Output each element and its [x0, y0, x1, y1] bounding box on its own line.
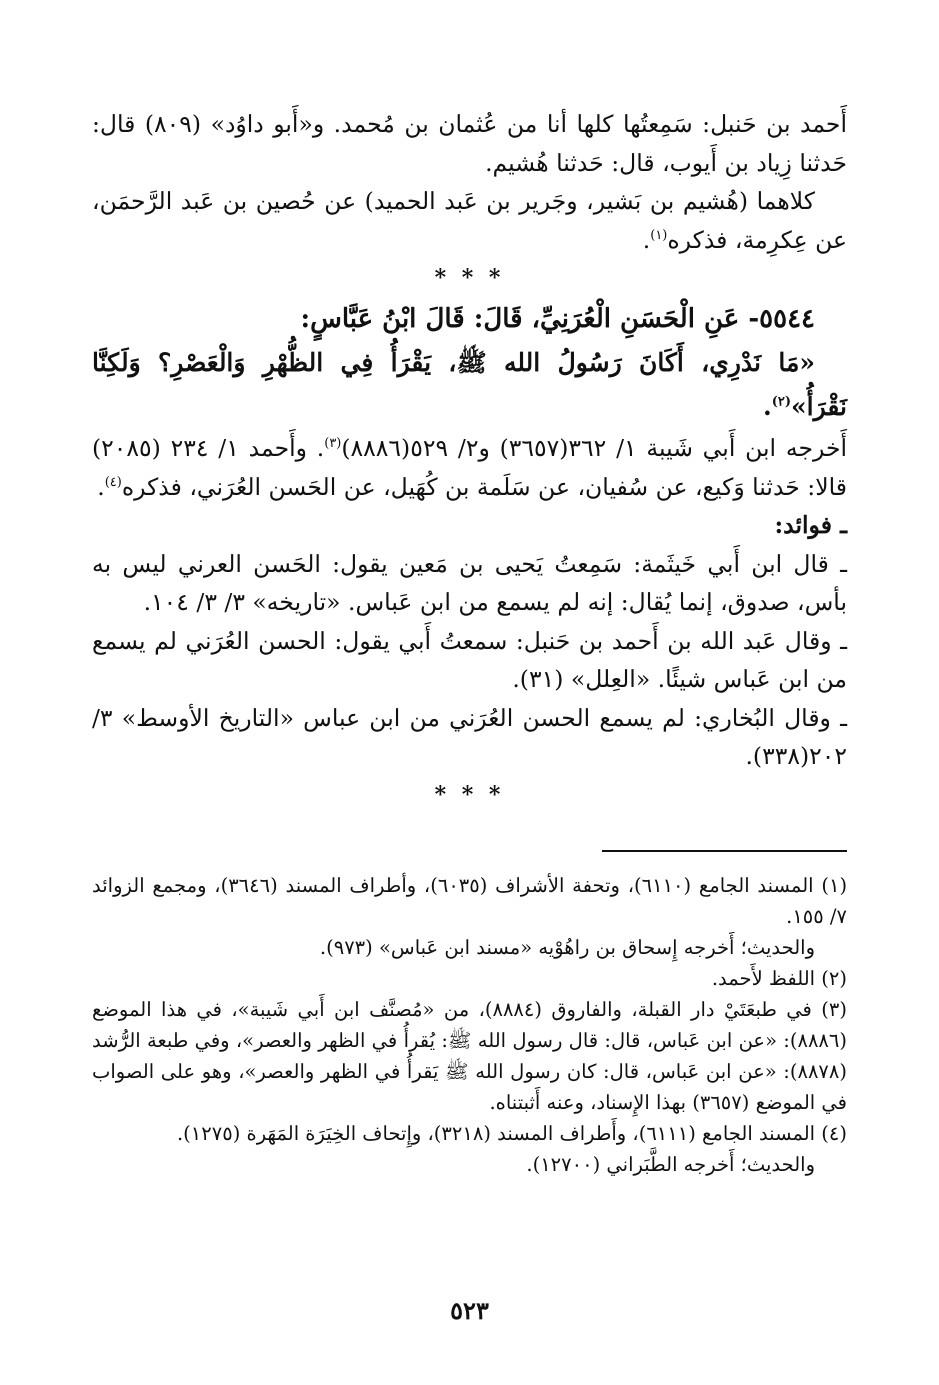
- page-content: [92, 105, 847, 1180]
- footnote-2: (٢) اللفظ لأَحمد.: [711, 966, 847, 990]
- hadith-matn: «مَا نَدْرِي، أَكَانَ رَسُولُ الله ﷺ، يَقْرَأُ فِي الظُّهْرِ وَالْعَصْرِ؟ وَلَكِنَّا نَقْرَأُ»: [92, 348, 847, 421]
- section-separator: * * *: [434, 781, 505, 808]
- period: .: [642, 225, 651, 254]
- footnote-ref-1[interactable]: (١): [650, 227, 668, 243]
- footnote-3: (٣) في طبعَتَيْ دار القبلة، والفاروق (٨٨٨٤)، من «مُصنَّف ابن أَبي شَيبة»، في هذا الموضع (٨٨٨٦): «عن ابن عَباس، قال: قال رسول الله ﷺ: يُقرأُ في الظهر والعصر»، وفي طبعة الرُّشد (٨٨٧٨): «عن ابن عَباس، قال: كان رسول الله ﷺ يَقرأُ في الظهر والعصر»، وهو على الصواب في الموضع (٣٦٥٧) بهذا الإِسناد، وعنه أَثبتناه.: [92, 997, 847, 1114]
- paragraph-text: كلاهما (هُشيم بن بَشير، وجَرير بن عَبد الحميد) عن حُصين بن عَبد الرَّحمَن، عن عِكرِمة، فذكره: [92, 187, 847, 254]
- footnote-4-continuation: والحديث؛ أَخرجه الطَّبَراني (١٢٧٠٠).: [526, 1152, 815, 1176]
- fawaid-heading: ـ فوائد:: [774, 511, 847, 539]
- fawaid-item-ibn-abi-khaythama: ـ قال ابن أَبي خَيثَمة: سَمِعتُ يَحيى بن مَعين يقول: الحَسن العرني ليس به بأس، صدوق، إنما يُقال: إنه لم يسمع من ابن عَباس. «تاريخه» ٣/ ٣/ ١٠٤.: [92, 549, 847, 616]
- takhrij-paragraph: [92, 429, 847, 506]
- hadith-text: [92, 341, 847, 429]
- footnote-ref-3[interactable]: (٣): [324, 436, 342, 452]
- paragraph-chain-end: أَحمد بن حَنبل: سَمِعتُها كلها أنا من عُثمان بن مُحمد. و«أَبو داوُد» (٨٠٩) قال: حَدثنا زِياد بن أَيوب، قال: حَدثنا هُشيم.: [92, 110, 847, 177]
- main-text: [92, 105, 847, 814]
- footnote-ref-2[interactable]: (٢): [771, 394, 792, 410]
- period: .: [97, 472, 105, 501]
- footnote-divider: [602, 850, 847, 852]
- period: .: [763, 392, 772, 421]
- fawaid-item-abdullah-ibn-ahmad: ـ وقال عَبد الله بن أَحمد بن حَنبل: سمعتُ أَبي يقول: الحسن العُرَني لم يسمع من ابن عَباس شيئًا. «العِلل» (٣١).: [92, 626, 847, 693]
- fawaid-item-bukhari: ـ وقال البُخاري: لم يسمع الحسن العُرَني من ابن عباس «التاريخ الأوسط» ٣/ ٢٠٢(٣٣٨).: [92, 703, 847, 770]
- hadith-heading: ٥٥٤٤- عَنِ الْحَسَنِ الْعُرَنِيِّ، قَالَ: قَالَ ابْنُ عَبَّاسٍ:: [300, 304, 815, 334]
- footnote-1-continuation: والحديث؛ أَخرجه إِسحاق بن راهُوْيه «مسند ابن عَباس» (٩٧٣).: [319, 935, 815, 959]
- page-number: ٥٢٣: [450, 1296, 489, 1325]
- section-separator: * * *: [434, 265, 505, 291]
- takhrij-text-2: . وأَحمد ١/ ٢٣٤ (٢٠٨٥) قالا: حَدثنا وَكيع، عن سُفيان، عن سَلَمة بن كُهَيل، عن الحَسن العُرَني، فذكره: [92, 434, 847, 501]
- footnotes: [92, 870, 847, 1180]
- footnote-ref-4[interactable]: (٤): [104, 474, 122, 490]
- paragraph-both-chains: [92, 182, 847, 259]
- footnote-4: (٤) المسند الجامع (٦١١١)، وأَطراف المسند (٣٢١٨)، وإِتحاف الخِيَرَة المَهَرة (١٢٧٥).: [176, 1121, 847, 1145]
- footnote-1: (١) المسند الجامع (٦١١٠)، وتحفة الأشراف (٦٠٣٥)، وأطراف المسند (٣٦٤٦)، ومجمع الزوائد ٧/ ١٥٥.: [92, 873, 848, 928]
- takhrij-text-1: أَخرجه ابن أَبي شَيبة ١/ ٣٦٢(٣٦٥٧) و٢/ ٥٢٩(٨٨٨٦): [341, 434, 848, 462]
